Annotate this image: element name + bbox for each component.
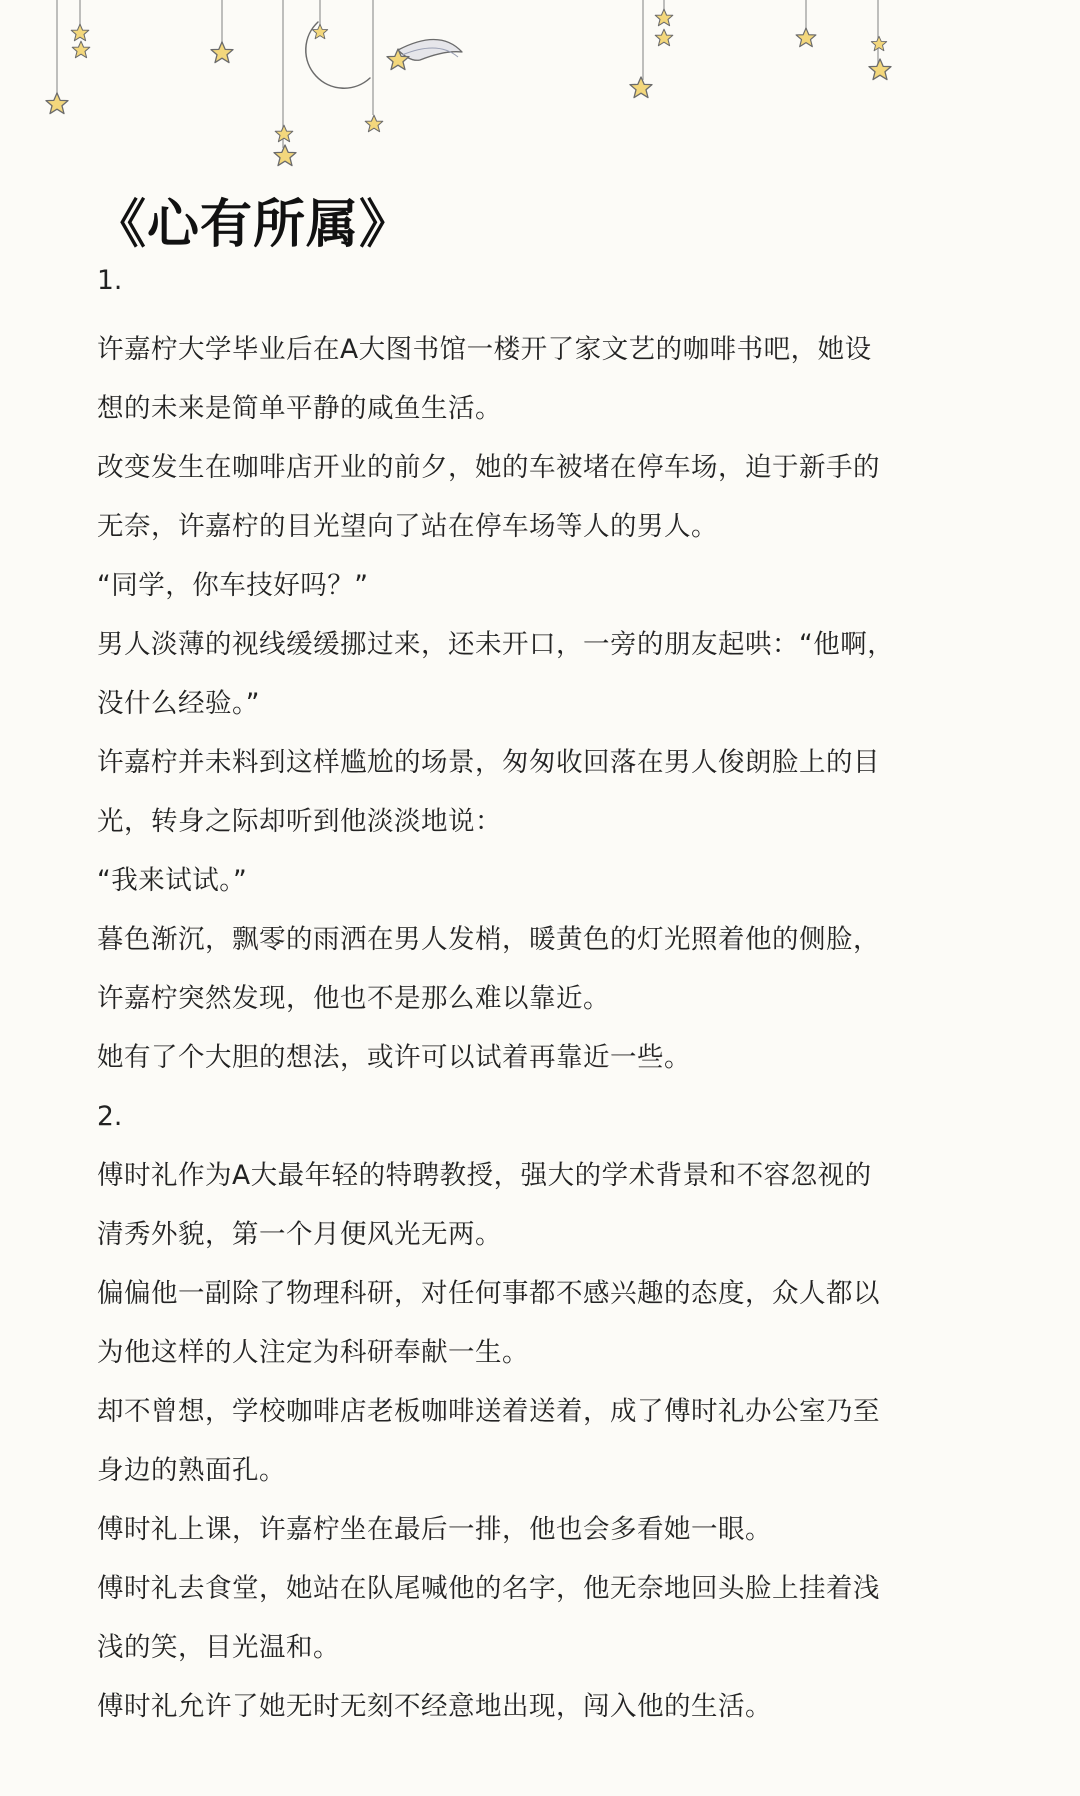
page-title: 《心有所属》: [94, 195, 413, 255]
paragraph: 偏偏他一副除了物理科研，对任何事都不感兴趣的态度，众人都以: [97, 1278, 880, 1309]
star-icon: [274, 145, 296, 166]
hanging-stars-moon-decoration: [0, 0, 1080, 180]
paragraph: 为他这样的人注定为科研奉献一生。: [97, 1337, 529, 1368]
paragraph: 却不曾想，学校咖啡店老板咖啡送着送着，成了傅时礼办公室乃至: [97, 1396, 880, 1427]
star-icon: [72, 41, 90, 57]
paragraph: 改变发生在咖啡店开业的前夕，她的车被堵在停车场，迫于新手的: [97, 452, 880, 483]
star-icon: [869, 59, 891, 80]
paragraph: 光，转身之际却听到他淡淡地说：: [97, 806, 502, 837]
paragraph: 男人淡薄的视线缓缓挪过来，还未开口，一旁的朋友起哄：“他啊，: [97, 629, 895, 660]
paragraph: 清秀外貌，第一个月便风光无两。: [97, 1219, 502, 1250]
paragraph: “同学，你车技好吗？”: [97, 570, 369, 601]
paragraph: 许嘉柠并未料到这样尴尬的场景，匆匆收回落在男人俊朗脸上的目: [97, 747, 880, 778]
comet-icon: [387, 39, 462, 69]
star-icon: [46, 93, 68, 114]
paragraph: 傅时礼作为A大最年轻的特聘教授，强大的学术背景和不容忽视的: [97, 1160, 872, 1191]
paragraph: 暮色渐沉，飘零的雨洒在男人发梢，暖黄色的灯光照着他的侧脸，: [97, 924, 880, 955]
star-icon: [275, 125, 293, 141]
paragraph: 想的未来是简单平静的咸鱼生活。: [97, 393, 502, 424]
paragraph: 她有了个大胆的想法，或许可以试着再靠近一些。: [97, 1042, 691, 1073]
paragraph: 许嘉柠突然发现，他也不是那么难以靠近。: [97, 983, 610, 1014]
star-icon: [365, 115, 383, 131]
paragraph: 身边的熟面孔。: [97, 1455, 286, 1486]
paragraph: 傅时礼允许了她无时无刻不经意地出现，闯入他的生活。: [97, 1691, 772, 1722]
paragraph: “我来试试。”: [97, 865, 248, 896]
star-icon: [655, 29, 673, 45]
star-icon: [211, 42, 233, 63]
paragraph: 没什么经验。”: [97, 688, 260, 719]
paragraph: 傅时礼去食堂，她站在队尾喊他的名字，他无奈地回头脸上挂着浅: [97, 1573, 880, 1604]
paragraph: 许嘉柠大学毕业后在A大图书馆一楼开了家文艺的咖啡书吧，她设: [97, 334, 872, 365]
paragraph: 无奈，许嘉柠的目光望向了站在停车场等人的男人。: [97, 511, 718, 542]
paragraph: 傅时礼上课，许嘉柠坐在最后一排，他也会多看她一眼。: [97, 1514, 772, 1545]
star-icon: [655, 9, 673, 25]
section-number: 2.: [97, 1101, 123, 1132]
star-icon: [630, 77, 652, 98]
star-icon: [871, 36, 886, 50]
paragraph: 浅的笑，目光温和。: [97, 1632, 340, 1663]
article-body: [97, 251, 997, 1736]
section-number: 1.: [97, 265, 123, 296]
star-icon: [71, 24, 89, 40]
star-icon: [796, 28, 816, 47]
